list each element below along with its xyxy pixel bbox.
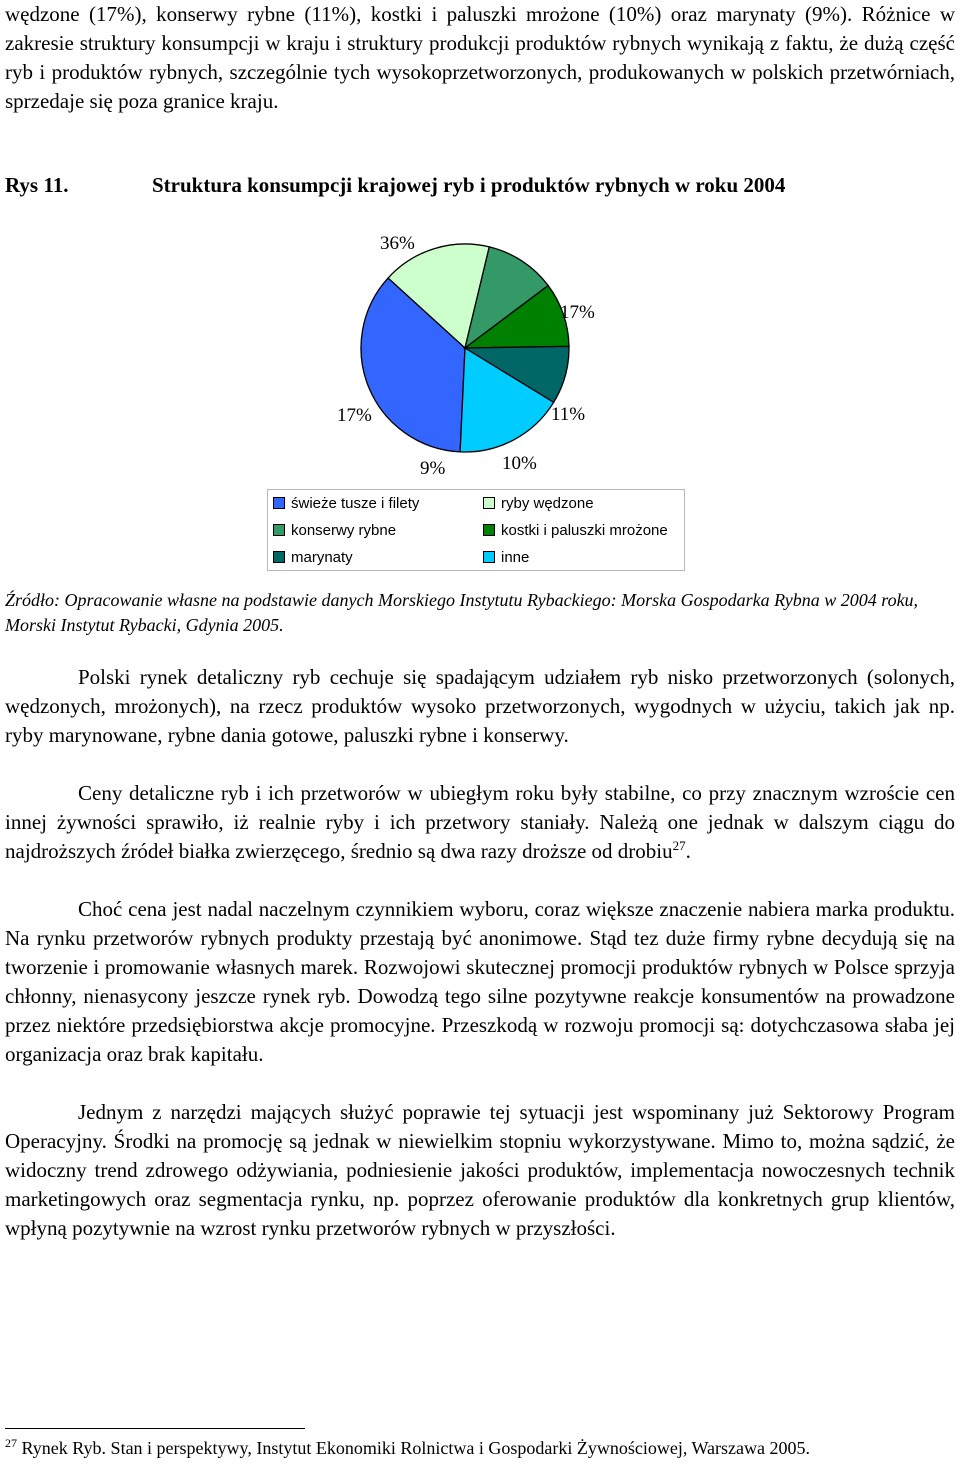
footnote-text: Rynek Ryb. Stan i perspektywy, Instytut Ekonomiki Rolnictwa i Gospodarki Żywnościowej, Warszawa 2005. [21,1438,811,1458]
chart-legend [267,489,685,571]
paragraph-intro: wędzone (17%), konserwy rybne (11%), kostki i paluszki mrożone (10%) oraz marynaty (9%). Różnice w zakresie struktury konsumpcji w kraju i struktury produkcji produktów rybnych wynikają z faktu, że dużą część ryb i produktów rybnych, szczególnie tych wysokoprzetworzonych, produkowanych w polskich przetwórniach, sprzedaje się poza granice kraju. [5,2,955,113]
legend-swatch-marynaty [273,551,285,563]
legend-label-inne: inne [501,548,530,566]
legend-label-marynaty: marynaty [291,548,353,566]
paragraph-prices [5,779,955,866]
footnote-ref: 27 [672,838,686,853]
legend-swatch-inne [483,551,495,563]
legend-item-marynaty [273,547,353,567]
legend-item-inne [483,547,529,567]
figure-number: Rys 11. [5,173,69,197]
pie-label-wedzone: 17% [560,302,595,323]
legend-item-kostki [483,520,668,540]
figure-source: Źródło: Opracowanie własne na podstawie danych Morskiego Instytutu Rybackiego: Morska Gospodarka Rybna w 2004 roku, Morski Instytut Rybacki, Gdynia 2005. [5,590,919,635]
legend-swatch-kostki [483,524,495,536]
legend-item-swieze [273,493,419,513]
figure-title: Struktura konsumpcji krajowej ryb i produktów rybnych w roku 2004 [152,173,786,197]
legend-label-wedzone: ryby wędzone [501,494,594,512]
paragraph-brand: Choć cena jest nadal naczelnym czynnikiem wyboru, coraz większe znaczenie nabiera marka produktu. Na rynku przetworów rybnych produkty przestają być anonimowe. Stąd tez duże firmy rybne decydują się na tworzenie i promowanie własnych marek. Rozwojowi skutecznej promocji produktów rybnych w Polsce sprzyja chłonny, nienasycony jeszcze rynek ryb. Dowodzą tego silne pozytywne reakcje konsumentów na prowadzone przez niektóre przedsiębiorstwa akcje promocyjne. Przeszkodą w rozwoju promocji są: dotychczasowa słaba jej organizacja oraz brak kapitału. [5,897,955,1066]
legend-swatch-wedzone [483,497,495,509]
pie-label-marynaty: 9% [420,458,446,479]
legend-item-wedzone [483,493,594,513]
pie-label-kostki: 10% [502,453,537,474]
pie-label-konserwy: 11% [551,404,586,425]
paragraph-program: Jednym z narzędzi mających służyć poprawie tej sytuacji jest wspominany już Sektorowy Program Operacyjny. Środki na promocję są jednak w niewielkim stopniu wykorzystywane. Mimo to, można sądzić, że widoczny trend zdrowego odżywiania, podniesienie jakości produktów, implementacja nowoczesnych technik marketingowych oraz segmentacja rynku, np. poprzez oferowanie produktów dla konkretnych grup klientów, wpłyną pozytywnie na wzrost rynku przetworów rybnych w przyszłości. [5,1100,955,1240]
paragraph-prices-end: . [685,839,691,863]
legend-swatch-swieze [273,497,285,509]
footnote-divider [5,1428,305,1429]
legend-label-konserwy: konserwy rybne [291,521,397,539]
paragraph-prices-text: Ceny detaliczne ryb i ich przetworów w ubiegłym roku były stabilne, co przy znacznym wzroście cen innej żywności sprawiło, iż realnie ryby i ich przetwory staniały. Należą one jednak w dalszym ciągu do najdroższych źródeł białka zwierzęcego, średnio są dwa razy droższe od drobiu [5,781,955,863]
footnote-number: 27 [5,1436,17,1450]
legend-label-swieze: świeże tusze i filety [291,494,420,512]
pie-label-inne: 17% [337,405,372,426]
legend-label-kostki: kostki i paluszki mrożone [501,521,668,539]
paragraph-retail: Polski rynek detaliczny ryb cechuje się spadającym udziałem ryb nisko przetworzonych (solonych, wędzonych, mrożonych), na rzecz produktów wysoko przetworzonych, wygodnych w użyciu, takich jak np. ryby marynowane, rybne dania gotowe, paluszki rybne i konserwy. [5,665,955,747]
pie-label-swieze: 36% [380,233,415,254]
footnote [5,1436,955,1460]
legend-item-konserwy [273,520,396,540]
legend-swatch-konserwy [273,524,285,536]
